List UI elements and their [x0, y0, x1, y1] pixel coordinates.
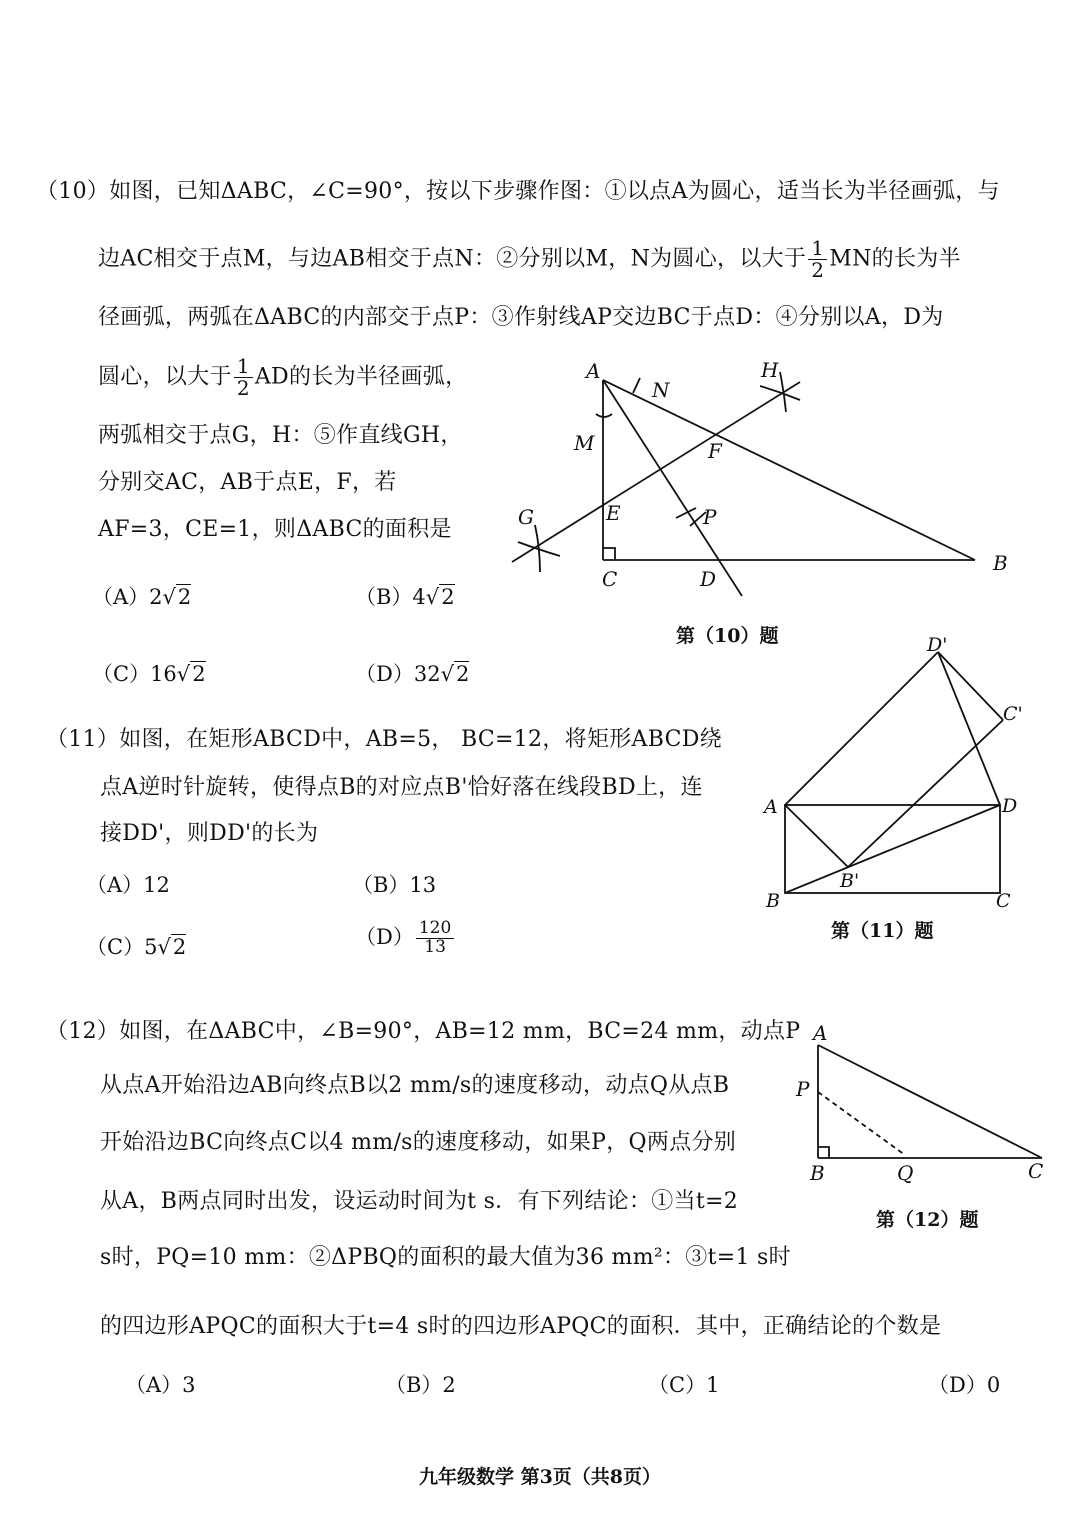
- label-b-prime: B': [840, 870, 860, 892]
- label-d-prime: D': [927, 634, 948, 656]
- arc-n: [633, 378, 640, 393]
- q10-figure: [500, 355, 1030, 600]
- label-b: B: [993, 551, 1008, 575]
- label-c: C: [996, 890, 1011, 912]
- q11-figure: [755, 632, 1040, 914]
- segment-b1c1: [848, 720, 1003, 867]
- option-label: （C）5: [86, 935, 158, 959]
- option-label: （A）2: [92, 585, 163, 609]
- q10-caption: 第（10）题: [676, 625, 779, 647]
- radicand: 2: [455, 662, 470, 686]
- label-g: G: [518, 505, 534, 529]
- q11-option-c[interactable]: （C）5√2: [86, 935, 187, 959]
- q11-line-1: （11）如图，在矩形ABCD中，AB=5， BC=12，将矩形ABCD绕: [46, 727, 722, 752]
- label-f: F: [708, 439, 722, 463]
- option-label: （D）32: [355, 662, 441, 686]
- q10-option-b[interactable]: （B）4√2: [355, 585, 455, 609]
- radicand: 2: [192, 662, 206, 686]
- q10-option-c[interactable]: （C）16√2: [92, 662, 206, 686]
- label-m: M: [574, 431, 595, 455]
- q12-line-5: s时，PQ=10 mm：②ΔPBQ的面积的最大值为36 mm²：③t=1 s时: [100, 1245, 791, 1270]
- fraction-numerator: 1: [234, 356, 253, 378]
- fraction-numerator: 120: [416, 920, 454, 939]
- segment-pq-dashed: [818, 1092, 905, 1155]
- radicand: 2: [177, 585, 192, 609]
- q12-line-4: 从A，B两点同时出发，设运动时间为t s．有下列结论：①当t=2: [100, 1189, 739, 1214]
- q10-line-2: [98, 238, 961, 281]
- option-label: （C）16: [92, 662, 177, 686]
- q10-line-1: （10）如图，已知ΔABC，∠C=90°，按以下步骤作图：①以点A为圆心，适当长为半径画弧，与: [36, 179, 1000, 204]
- label-b: B: [766, 890, 780, 912]
- label-b: B: [810, 1161, 825, 1185]
- label-a: A: [586, 359, 601, 383]
- label-p: P: [796, 1077, 810, 1101]
- arc-m: [596, 414, 612, 417]
- q12-line-6: 的四边形APQC的面积大于t=4 s时的四边形APQC的面积．其中，正确结论的个数是: [100, 1314, 942, 1339]
- q12-line-2: 从点A开始沿边AB向终点B以2 mm/s的速度移动，动点Q从点B: [100, 1073, 730, 1098]
- q11-option-d[interactable]: [355, 920, 456, 957]
- right-angle-mark: [818, 1147, 829, 1158]
- q11-line-2: 点A逆时针旋转，使得点B的对应点B'恰好落在线段BD上，连: [100, 775, 703, 800]
- radicand: 2: [441, 585, 455, 609]
- q11-option-b[interactable]: （B）13: [352, 873, 437, 897]
- q10-fraction-half: [808, 238, 827, 281]
- page-footer: 九年级数学 第3页（共8页）: [418, 1466, 662, 1488]
- label-h: H: [761, 358, 779, 382]
- q10-line-7: AF=3，CE=1，则ΔABC的面积是: [98, 517, 452, 542]
- segment-ac: [818, 1045, 1042, 1158]
- label-a: A: [764, 796, 778, 818]
- segment-ad1: [785, 652, 938, 805]
- q12-line-1: （12）如图，在ΔABC中，∠B=90°，AB=12 mm，BC=24 mm，动点P: [46, 1019, 801, 1044]
- q11-caption: 第（11）题: [831, 920, 934, 942]
- fraction-denominator: 2: [811, 258, 825, 282]
- label-q: Q: [897, 1161, 914, 1185]
- line-gh: [512, 382, 800, 562]
- label-d: D: [1002, 795, 1018, 817]
- q10-line-4: [98, 356, 467, 399]
- q11-fraction: [416, 920, 454, 957]
- q12-option-b[interactable]: （B）2: [385, 1373, 456, 1397]
- q10-fraction-half-2: [234, 356, 253, 399]
- label-c-prime: C': [1003, 703, 1023, 725]
- label-c: C: [602, 567, 618, 591]
- q12-line-3: 开始沿边BC向终点C以4 mm/s的速度移动，如果P，Q两点分别: [100, 1130, 737, 1155]
- q11-line-3: 接DD'，则DD'的长为: [100, 821, 319, 846]
- q12-option-a[interactable]: （A）3: [125, 1373, 196, 1397]
- fraction-numerator: 1: [808, 238, 827, 260]
- q10-line-6: 分别交AC，AB于点E，F，若: [98, 470, 397, 495]
- label-p: P: [703, 505, 717, 529]
- q12-option-d[interactable]: （D）0: [928, 1373, 1001, 1397]
- q10-line-2a: 边AC相交于点M，与边AB相交于点N：②分别以M，N为圆心，以大于: [98, 246, 807, 272]
- q12-caption: 第（12）题: [876, 1209, 979, 1231]
- label-a: A: [813, 1021, 828, 1045]
- ray-ap: [603, 380, 742, 596]
- option-label: （D）: [355, 924, 414, 949]
- q12-option-c[interactable]: （C）1: [648, 1373, 720, 1397]
- q10-option-d[interactable]: （D）32√2: [355, 662, 470, 686]
- segment-dd1: [938, 652, 1000, 805]
- q12-figure: [790, 1018, 1050, 1193]
- label-n: N: [652, 378, 670, 402]
- segment-ab1: [785, 805, 848, 867]
- option-label: （B）4: [355, 585, 426, 609]
- q10-line-4b: AD的长为半径画弧，: [254, 364, 468, 390]
- label-e: E: [606, 501, 621, 525]
- segment-d1c1: [938, 652, 1003, 720]
- fraction-denominator: 13: [424, 936, 446, 957]
- arc-h-1: [760, 386, 800, 400]
- q10-line-3: 径画弧，两弧在ΔABC的内部交于点P：③作射线AP交边BC于点D：④分别以A，D为: [98, 305, 944, 330]
- label-d: D: [700, 567, 717, 591]
- label-c: C: [1028, 1159, 1044, 1183]
- q10-option-a[interactable]: （A）2√2: [92, 585, 192, 609]
- diagonal-bd: [785, 805, 1000, 893]
- q10-line-5: 两弧相交于点G，H：⑤作直线GH，: [98, 423, 463, 448]
- q10-line-2b: MN的长为半: [829, 246, 961, 272]
- radicand: 2: [172, 935, 187, 959]
- q10-line-4a: 圆心，以大于: [98, 364, 232, 390]
- right-angle-mark: [603, 548, 615, 560]
- fraction-denominator: 2: [236, 376, 250, 400]
- q11-option-a[interactable]: （A）12: [86, 873, 170, 897]
